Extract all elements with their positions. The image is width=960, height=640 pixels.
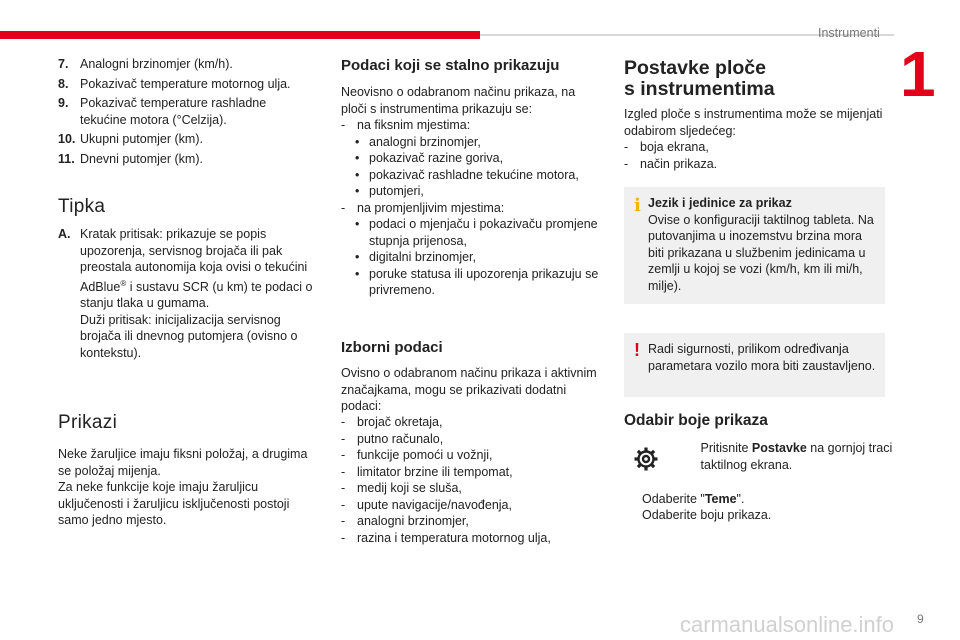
list-item: - način prikaza. [624, 156, 718, 171]
list-item: - limitator brzine ili tempomat, [341, 464, 513, 479]
list-item: - funkcije pomoći u vožnji, [341, 448, 493, 462]
list-item: • podaci o mjenjaču i pokazivaču promjene stupnja prijenosa, [355, 217, 598, 248]
step-press-settings: Pritisnite Postavke na gornjoj traci taktilnog ekrana. [688, 440, 900, 473]
list-item: - razina i temperatura motornog ulja, [341, 530, 551, 545]
list-item: 7. Analogni brzinomjer (km/h). [58, 57, 233, 71]
info-box-text: Jezik i jedinice za prikaz Ovise o konfiguraciji taktilnog tableta. Na putovanjima u inozemstvu brzina mora biti prikazana u službenim jedinicama u zemlji u kojoj se vozi (km/h, km ili mi/h, milje). [648, 196, 874, 293]
warning-box-text: Radi sigurnosti, prilikom određivanja parametara vozilo mora biti zaustavljeno. [648, 342, 876, 373]
warning-icon: ! [634, 340, 640, 360]
fixed-data-list [341, 117, 603, 299]
prikazi-paragraph: Neke žaruljice imaju fiksni položaj, a drugima se položaj mijenja. Za neke funkcije koje imaju žaruljicu uključenosti i žaruljicu isključenosti postoji samo jedno mjesto. [58, 447, 308, 527]
settings-gear-icon [633, 446, 659, 472]
list-item: 11. Dnevni putomjer (km). [58, 151, 203, 166]
list-item: • poruke statusa ili upozorenja prikazuju se privremeno. [355, 266, 599, 297]
list-item: 9. Pokazivač temperature rashladne tekućine motora (°Celzija). [58, 96, 267, 127]
tipka-item: A. Kratak pritisak: prikazuje se popis upozorenja, servisnog brojača ili pak preostala autonomija koja ovisi o tekućini AdBlue® i sustavu SCR (u km) te podaci o stanju tlaka u gumama. Duži pritisak: inicijalizacija servisnog brojača ili dnevnog putomjera (ovisno o kontekstu). [58, 227, 313, 360]
optional-data-intro: Ovisno o odabranom načinu prikaza i aktivnim značajkama, mogu se prikazivati dodatni podaci: [341, 366, 597, 413]
fixed-data-intro: Neovisno o odabranom načinu prikaza, na ploči s instrumentima prikazuju se: [341, 85, 576, 116]
settings-heading: Postavke ploče s instrumentima [624, 57, 775, 100]
list-item: - boja ekrana, [624, 140, 709, 154]
optional-data-heading: Izborni podaci [341, 339, 443, 356]
prikazi-heading: Prikazi [58, 412, 118, 433]
list-item: - medij koji se sluša, [341, 481, 462, 495]
list-item: - analogni brzinomjer, [341, 514, 469, 528]
section-title: Instrumenti [818, 26, 880, 40]
optional-data-list [341, 414, 603, 546]
list-item: - na promjenljivim mjestima: [341, 200, 505, 215]
step-select-color: Odaberite boju prikaza. [642, 508, 772, 522]
watermark: carmanualsonline.info [680, 612, 895, 637]
list-item: - na fiksnim mjestima: [341, 118, 471, 132]
list-item: • analogni brzinomjer, [355, 134, 481, 149]
list-item: - brojač okretaja, [341, 415, 443, 429]
list-item: - putno računalo, [341, 431, 444, 446]
info-box [624, 187, 885, 304]
header-red-bar [0, 31, 480, 39]
tipka-description: Kratak pritisak: prikazuje se popis upozorenja, servisnog brojača ili pak preostala autonomija koja ovisi o tekućini AdBlue® i sustavu SCR (u km) te podaci o stanju tlaka u gumama. Duži pritisak: inicijalizacija servisnog brojača ili dnevnog putomjera (ovisno o kontekstu). [80, 227, 313, 360]
list-item: 10. Ukupni putomjer (km). [58, 132, 203, 146]
step-select-theme: Odaberite "Teme". [642, 492, 745, 506]
chapter-number: 1 [900, 38, 936, 110]
list-item: • putomjeri, [355, 184, 424, 198]
info-icon: i [634, 195, 641, 216]
fixed-data-heading: Podaci koji se stalno prikazuju [341, 57, 560, 74]
settings-list [624, 139, 886, 172]
list-item: • digitalni brzinomjer, [355, 250, 476, 264]
list-item: • pokazivač rashladne tekućine motora, [355, 167, 579, 182]
list-item: • pokazivač razine goriva, [355, 151, 504, 165]
tipka-heading: Tipka [58, 196, 106, 217]
color-choice-heading: Odabir boje prikaza [624, 412, 768, 429]
list-item: - upute navigacije/navođenja, [341, 497, 512, 512]
arrow-icon [688, 440, 701, 473]
settings-intro: Izgled ploče s instrumentima može se mijenjati odabirom sljedećeg: [624, 107, 883, 138]
list-item: 8. Pokazivač temperature motornog ulja. [58, 76, 291, 91]
page-number: 9 [917, 612, 924, 626]
warning-box [624, 333, 885, 397]
numbered-list [58, 56, 308, 170]
